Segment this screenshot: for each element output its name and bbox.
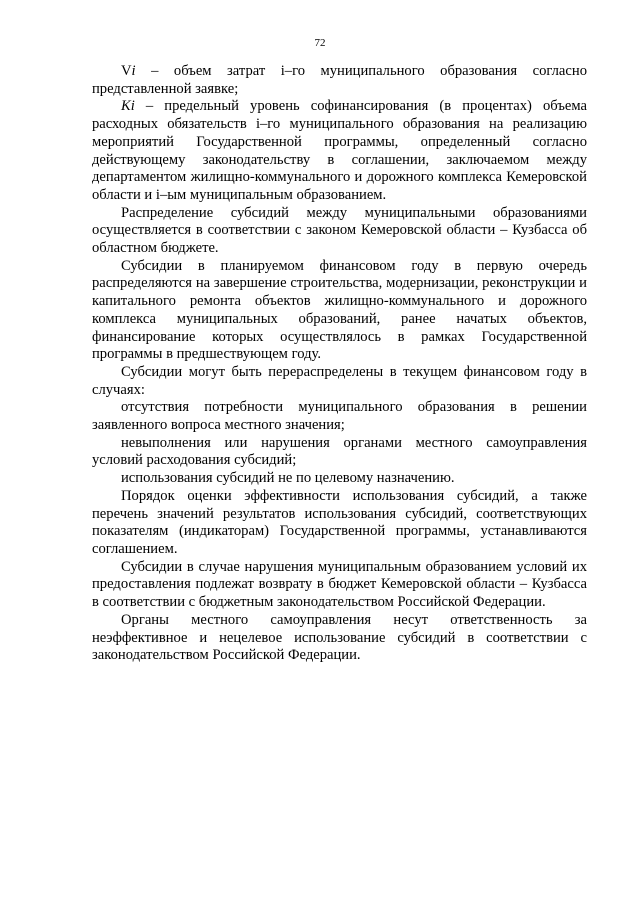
paragraph-case-misuse: использования субсидий не по целевому назначению. — [121, 470, 455, 487]
paragraph-text: – объем затрат i–го муниципального образования согласно представленной заявке; — [92, 63, 587, 97]
variable-i-subscript: i — [131, 63, 136, 79]
paragraph-refund: Субсидии в случае нарушения муниципальным образованием условий их предоставления подлежат возврату в бюджет Кемеровской области – Кузбасса в соответствии с бюджетным законодательством Российской Федерации. — [92, 558, 587, 611]
paragraph-case-violation: невыполнения или нарушения органами местного самоуправления условий расходования субсидий; — [92, 434, 587, 469]
paragraph-ki-definition — [92, 98, 587, 204]
paragraph-vi-definition — [92, 63, 587, 98]
paragraph-efficiency-assessment: Порядок оценки эффективности использования субсидий, а также перечень значений результатов использования субсидий, соответствующих показателям (индикаторам) Государственной программы, устанавливаются соглашением. — [92, 487, 587, 557]
paragraph-distribution: Распределение субсидий между муниципальными образованиями осуществляется в соответствии с законом Кемеровской области – Кузбасса об областном бюджете. — [92, 204, 587, 257]
paragraph-case-no-need: отсутствия потребности муниципального образования в решении заявленного вопроса местного значения; — [92, 399, 587, 434]
paragraph-responsibility: Органы местного самоуправления несут ответственность за неэффективное и нецелевое использование субсидий в соответствии с законодательством Российской Федерации. — [92, 611, 587, 664]
variable-v: V — [121, 63, 132, 79]
variable-ki: Ki — [121, 98, 135, 115]
document-body — [92, 63, 587, 665]
paragraph-priority: Субсидии в планируемом финансовом году в первую очередь распределяются на завершение строительства, модернизации, реконструкции и капитального ремонта объектов жилищно-коммунального и дорожного комплекса муниципальных образований, ранее начатых объектов, финансирование которых осуществлялось в рамках Государственной программы в предшествующем году. — [92, 257, 587, 363]
paragraph-text: – предельный уровень софинансирования (в процентах) объема расходных обязательств i–го муниципального образования на реализацию мероприятий Государственной программы, определенный согласно действующему законодательству в соглашении, заключаемом между департаментом жилищно-коммунального и дорожного комплекса Кемеровской области и i–ым муниципальным образованием. — [92, 98, 587, 203]
paragraph-redistribution-cases: Субсидии могут быть перераспределены в текущем финансовом году в случаях: — [92, 363, 587, 398]
page-number: 72 — [314, 37, 326, 49]
